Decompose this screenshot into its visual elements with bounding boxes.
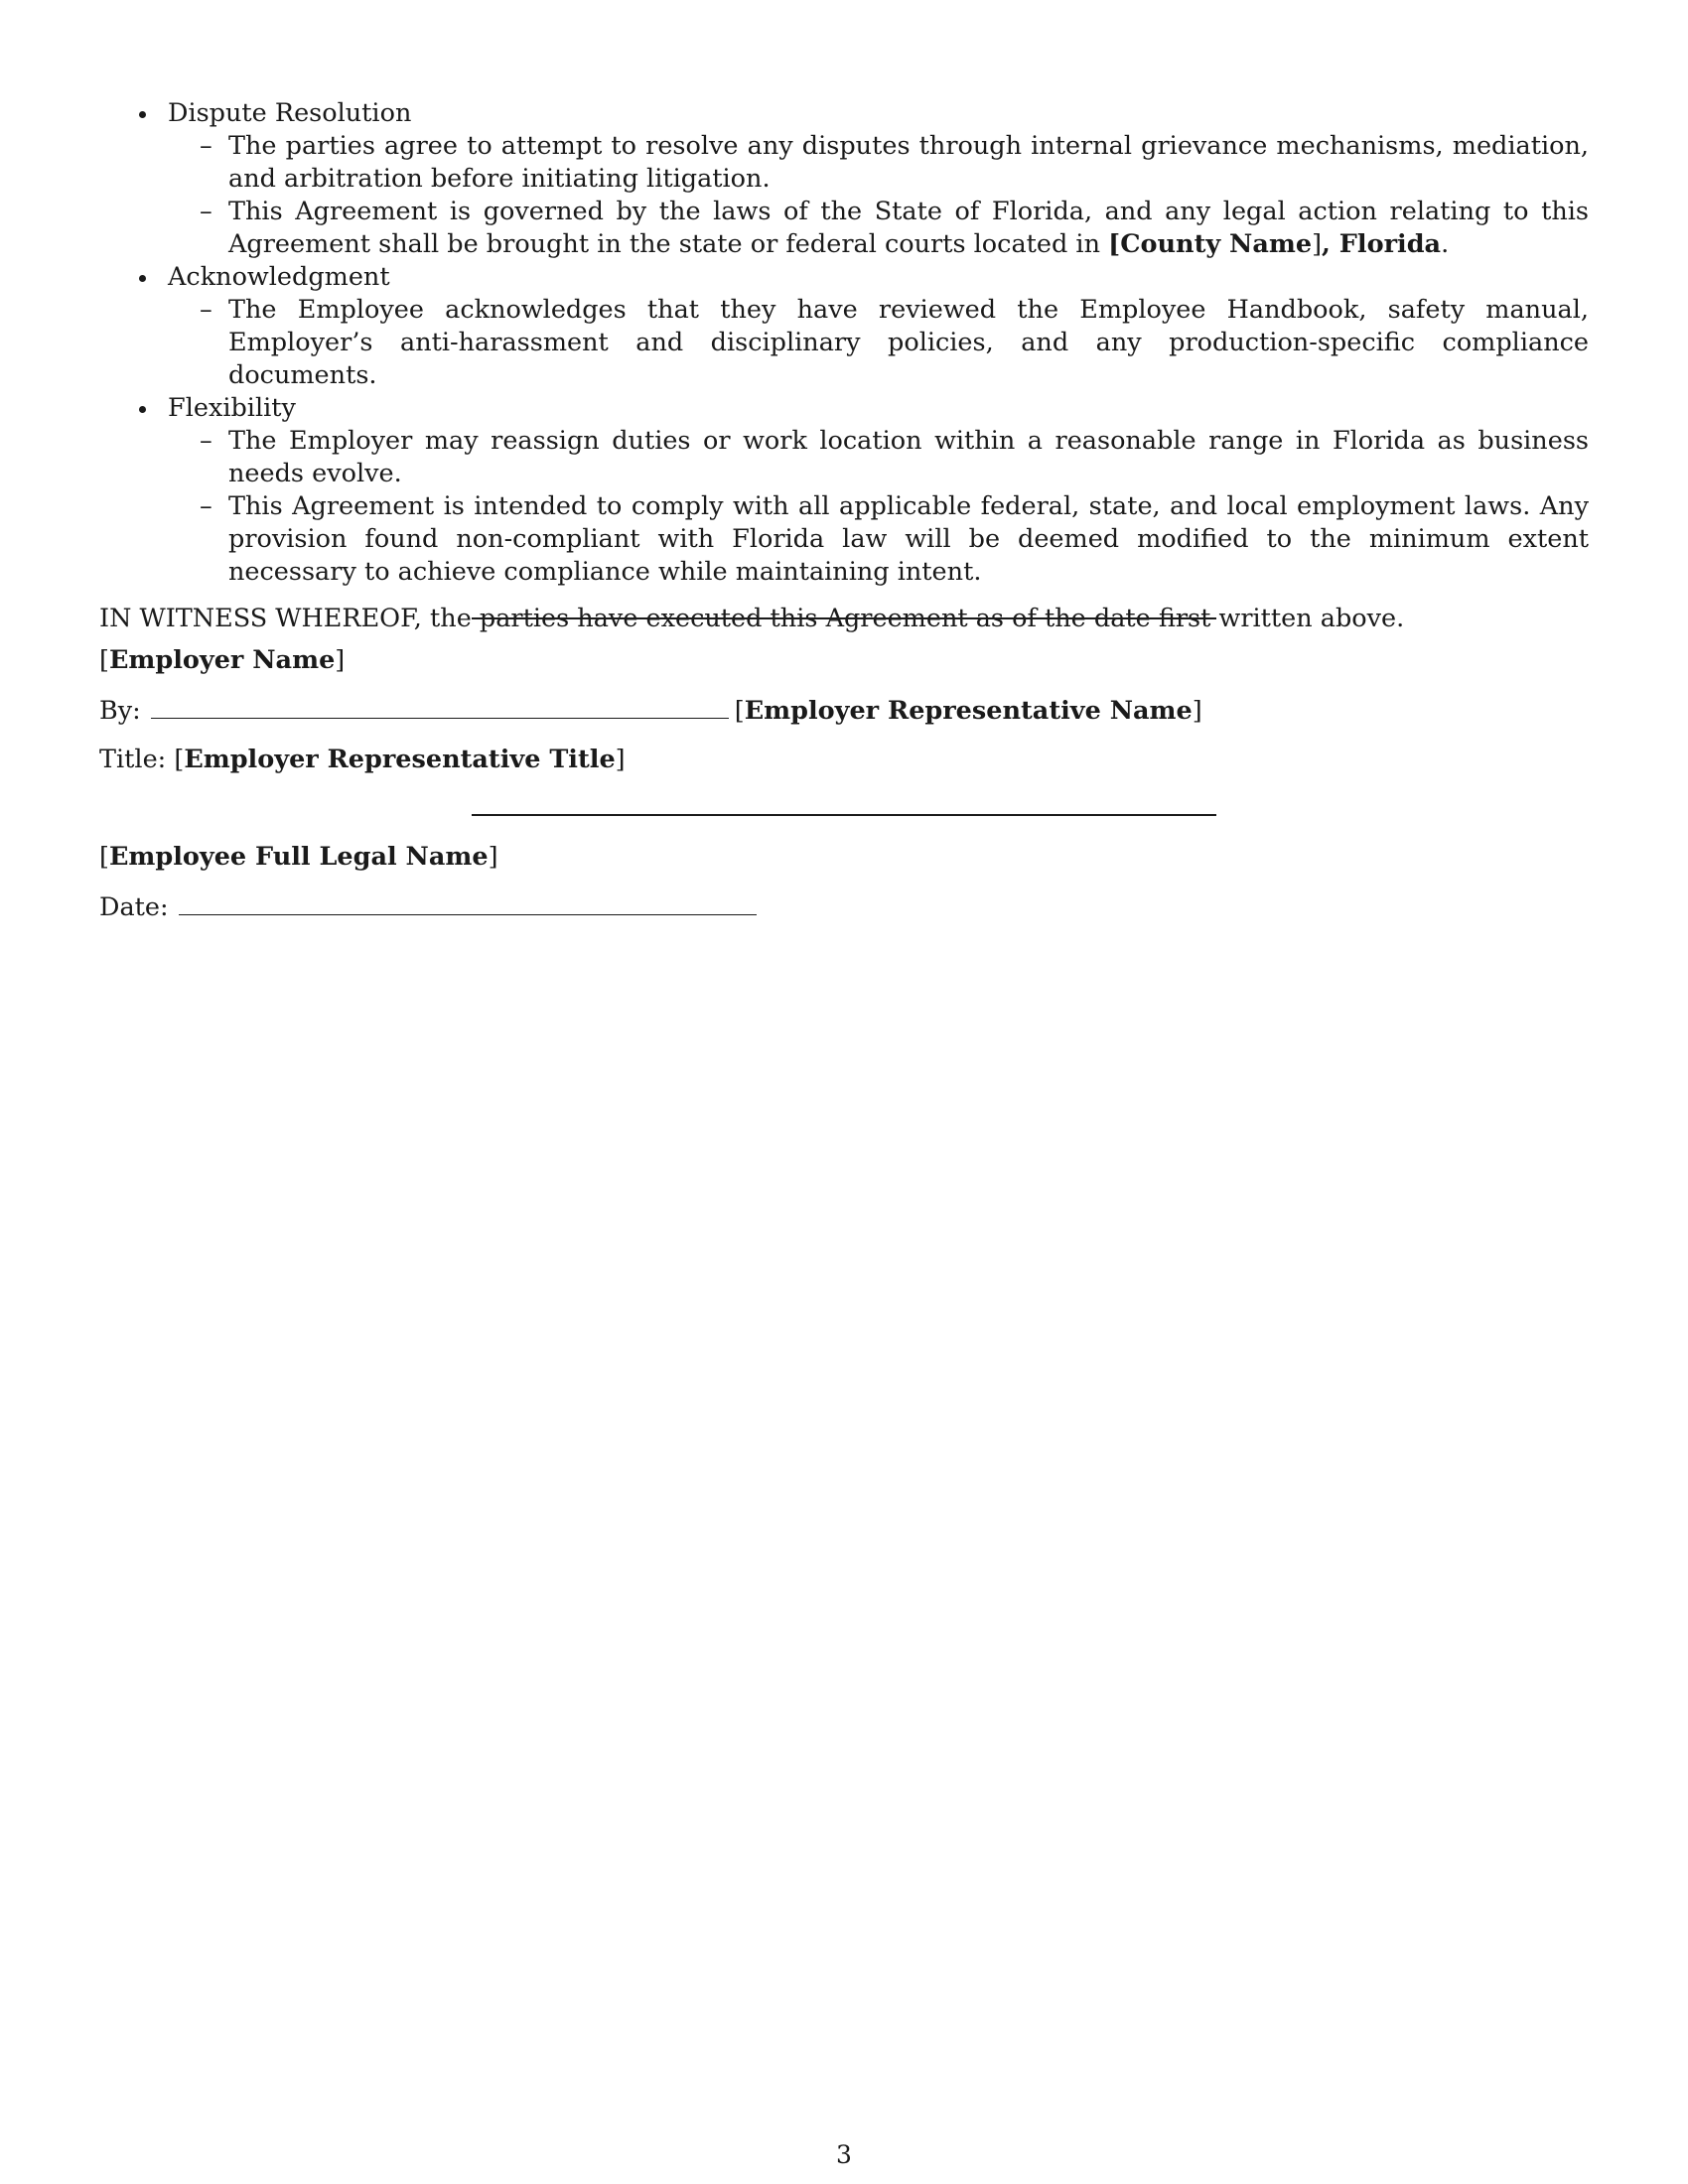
state-name: , Florida xyxy=(1322,229,1442,259)
section-dispute-resolution xyxy=(99,97,1589,261)
witness-statement: IN WITNESS WHEREOF, the parties have executed this Agreement as of the date first written above. xyxy=(99,604,1405,633)
list-item xyxy=(168,294,1589,392)
list-item-suffix: . xyxy=(1441,229,1450,259)
list-item xyxy=(168,130,1589,196)
list-item-text: The parties agree to attempt to resolve any disputes through internal grievance mechanisms, mediation, and arbitration before initiating litigation. xyxy=(228,131,1589,194)
section-items xyxy=(168,425,1589,589)
dash-icon: – xyxy=(200,491,212,521)
bullet-icon xyxy=(139,275,146,282)
employee-signature-line[interactable] xyxy=(472,814,1216,816)
section-items xyxy=(168,294,1589,392)
list-item-text: The Employer may reassign duties or work location within a reasonable range in Florida as business needs evolve. xyxy=(228,426,1589,488)
by-signature-blank[interactable] xyxy=(151,694,729,719)
employer-by-row: By: [Employer Representative Name] xyxy=(99,696,1202,726)
page-number: 3 xyxy=(836,2140,852,2169)
by-label: By: xyxy=(99,696,141,726)
dash-icon: – xyxy=(200,295,212,325)
county-name-placeholder: County Name xyxy=(1120,229,1313,259)
bracket-open: [ xyxy=(1108,229,1121,259)
section-heading: Acknowledgment xyxy=(168,262,390,292)
employer-rep-title: Employer Representative Title xyxy=(184,745,616,774)
bracket-close: ] xyxy=(1312,229,1323,259)
employee-name: [Employee Full Legal Name] xyxy=(99,842,498,872)
date-label: Date: xyxy=(99,892,169,922)
section-acknowledgment xyxy=(99,261,1589,392)
list-item xyxy=(168,490,1589,589)
list-item-text: The Employee acknowledges that they have reviewed the Employee Handbook, safety manual, Employer’s anti-harassment and disciplinary policies, and any production-specific compliance documents. xyxy=(228,295,1589,390)
section-flexibility xyxy=(99,392,1589,589)
section-heading: Flexibility xyxy=(168,393,296,423)
list-item-text: This Agreement is governed by the laws of the State of Florida, and any legal action relating to this Agreement shall be brought in the state or federal courts located in xyxy=(228,197,1589,259)
bullet-icon xyxy=(139,406,146,413)
list-item-text: This Agreement is intended to comply with all applicable federal, state, and local employment laws. Any provision found non-compliant with Florida law will be deemed modified to the minimum extent necessary to achieve compliance while maintaining intent. xyxy=(228,491,1589,587)
employee-date-row xyxy=(99,890,763,924)
list-item xyxy=(168,196,1589,261)
title-label: Title: xyxy=(99,745,167,774)
document-body xyxy=(99,97,1589,635)
employer-rep-name: Employer Representative Name xyxy=(744,696,1193,726)
date-blank[interactable] xyxy=(179,890,757,915)
employer-name: [Employer Name] xyxy=(99,645,346,675)
employer-title-row: Title: [Employer Representative Title] xyxy=(99,745,626,774)
section-list xyxy=(99,97,1589,589)
list-item xyxy=(168,425,1589,490)
section-items xyxy=(168,130,1589,261)
bullet-icon xyxy=(139,111,146,118)
section-heading: Dispute Resolution xyxy=(168,98,412,128)
dash-icon: – xyxy=(200,131,212,161)
dash-icon: – xyxy=(200,426,212,456)
employer-signature-line[interactable] xyxy=(472,617,1216,619)
dash-icon: – xyxy=(200,197,212,226)
